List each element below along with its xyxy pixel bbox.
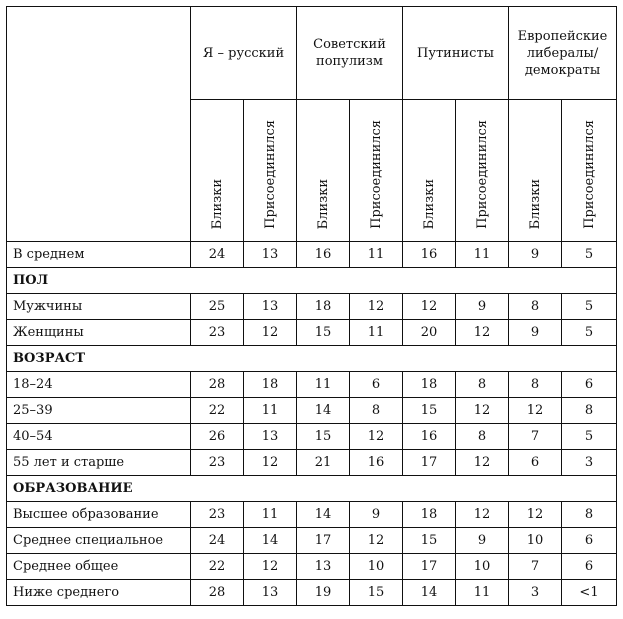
value-cell: 23 [191,450,244,476]
value-cell: 8 [562,502,617,528]
subheader-cell [191,100,244,242]
value-cell: 5 [562,320,617,346]
subheader-label: Присоединился [474,120,490,229]
value-cell: 13 [297,554,350,580]
subheader-label: Близки [315,178,331,229]
value-cell: 22 [191,398,244,424]
value-cell: 28 [191,372,244,398]
row-label: 40–54 [7,424,191,450]
value-cell: 13 [244,242,297,268]
table-row [7,528,617,554]
section-label: ОБРАЗОВАНИЕ [7,476,617,502]
value-cell: 6 [509,450,562,476]
subheader-cell [509,100,562,242]
section-row [7,268,617,294]
value-cell: 11 [456,580,509,606]
group-header: Европейские либералы/ демократы [509,7,617,100]
section-label: ВОЗРАСТ [7,346,617,372]
value-cell: 10 [456,554,509,580]
value-cell: <1 [562,580,617,606]
value-cell: 26 [191,424,244,450]
value-cell: 3 [509,580,562,606]
row-label: Среднее специальное [7,528,191,554]
value-cell: 12 [456,398,509,424]
value-cell: 7 [509,424,562,450]
table-row [7,554,617,580]
value-cell: 5 [562,242,617,268]
group-header-row [7,7,617,100]
value-cell: 12 [456,450,509,476]
value-cell: 9 [456,528,509,554]
value-cell: 12 [244,450,297,476]
subheader-label: Близки [527,178,543,229]
subheader-cell [244,100,297,242]
subheader-label: Присоединился [262,120,278,229]
data-table [6,6,617,606]
value-cell: 11 [456,242,509,268]
value-cell: 9 [350,502,403,528]
value-cell: 14 [297,502,350,528]
subheader-cell [403,100,456,242]
value-cell: 11 [244,398,297,424]
value-cell: 13 [244,580,297,606]
row-label: 55 лет и старше [7,450,191,476]
value-cell: 17 [403,450,456,476]
value-cell: 6 [562,528,617,554]
value-cell: 16 [350,450,403,476]
value-cell: 18 [297,294,350,320]
section-row [7,346,617,372]
subheader-cell [562,100,617,242]
value-cell: 23 [191,502,244,528]
subheader-cell [297,100,350,242]
value-cell: 15 [403,528,456,554]
value-cell: 12 [350,424,403,450]
value-cell: 22 [191,554,244,580]
value-cell: 8 [509,294,562,320]
group-header: Советский популизм [297,7,403,100]
value-cell: 12 [244,554,297,580]
value-cell: 16 [403,242,456,268]
value-cell: 17 [297,528,350,554]
row-label: 25–39 [7,398,191,424]
subheader-cell [350,100,403,242]
value-cell: 11 [350,320,403,346]
value-cell: 17 [403,554,456,580]
value-cell: 3 [562,450,617,476]
value-cell: 7 [509,554,562,580]
value-cell: 8 [509,372,562,398]
value-cell: 12 [403,294,456,320]
table-row [7,424,617,450]
value-cell: 9 [456,294,509,320]
value-cell: 18 [403,372,456,398]
value-cell: 6 [350,372,403,398]
value-cell: 13 [244,294,297,320]
table-row [7,398,617,424]
value-cell: 12 [509,398,562,424]
value-cell: 24 [191,242,244,268]
row-label: Мужчины [7,294,191,320]
row-label: Среднее общее [7,554,191,580]
value-cell: 19 [297,580,350,606]
group-header: Я – русский [191,7,297,100]
value-cell: 12 [509,502,562,528]
value-cell: 9 [509,320,562,346]
value-cell: 6 [562,554,617,580]
table-row [7,242,617,268]
row-label: 18–24 [7,372,191,398]
subheader-label: Присоединился [368,120,384,229]
value-cell: 10 [350,554,403,580]
value-cell: 9 [509,242,562,268]
value-cell: 15 [297,424,350,450]
value-cell: 25 [191,294,244,320]
table-row [7,502,617,528]
value-cell: 5 [562,424,617,450]
table-row [7,580,617,606]
value-cell: 18 [403,502,456,528]
row-label: Женщины [7,320,191,346]
value-cell: 16 [403,424,456,450]
value-cell: 28 [191,580,244,606]
table-row [7,294,617,320]
value-cell: 12 [350,528,403,554]
value-cell: 12 [350,294,403,320]
value-cell: 24 [191,528,244,554]
value-cell: 15 [350,580,403,606]
value-cell: 11 [297,372,350,398]
group-header: Путинисты [403,7,509,100]
value-cell: 8 [456,372,509,398]
value-cell: 12 [244,320,297,346]
value-cell: 15 [403,398,456,424]
subheader-label: Близки [209,178,225,229]
value-cell: 11 [350,242,403,268]
value-cell: 8 [562,398,617,424]
value-cell: 18 [244,372,297,398]
table-row [7,320,617,346]
value-cell: 5 [562,294,617,320]
table-body [7,242,617,606]
table-row [7,450,617,476]
subheader-label: Близки [421,178,437,229]
corner-cell [7,7,191,242]
value-cell: 21 [297,450,350,476]
value-cell: 8 [456,424,509,450]
row-label: Ниже среднего [7,580,191,606]
value-cell: 23 [191,320,244,346]
section-label: ПОЛ [7,268,617,294]
value-cell: 12 [456,502,509,528]
value-cell: 6 [562,372,617,398]
value-cell: 20 [403,320,456,346]
value-cell: 14 [297,398,350,424]
value-cell: 15 [297,320,350,346]
value-cell: 10 [509,528,562,554]
value-cell: 14 [403,580,456,606]
row-label: Высшее образование [7,502,191,528]
value-cell: 16 [297,242,350,268]
value-cell: 11 [244,502,297,528]
section-row [7,476,617,502]
subheader-cell [456,100,509,242]
value-cell: 14 [244,528,297,554]
table-row [7,372,617,398]
subheader-label: Присоединился [581,120,597,229]
row-label: В среднем [7,242,191,268]
value-cell: 12 [456,320,509,346]
value-cell: 13 [244,424,297,450]
value-cell: 8 [350,398,403,424]
